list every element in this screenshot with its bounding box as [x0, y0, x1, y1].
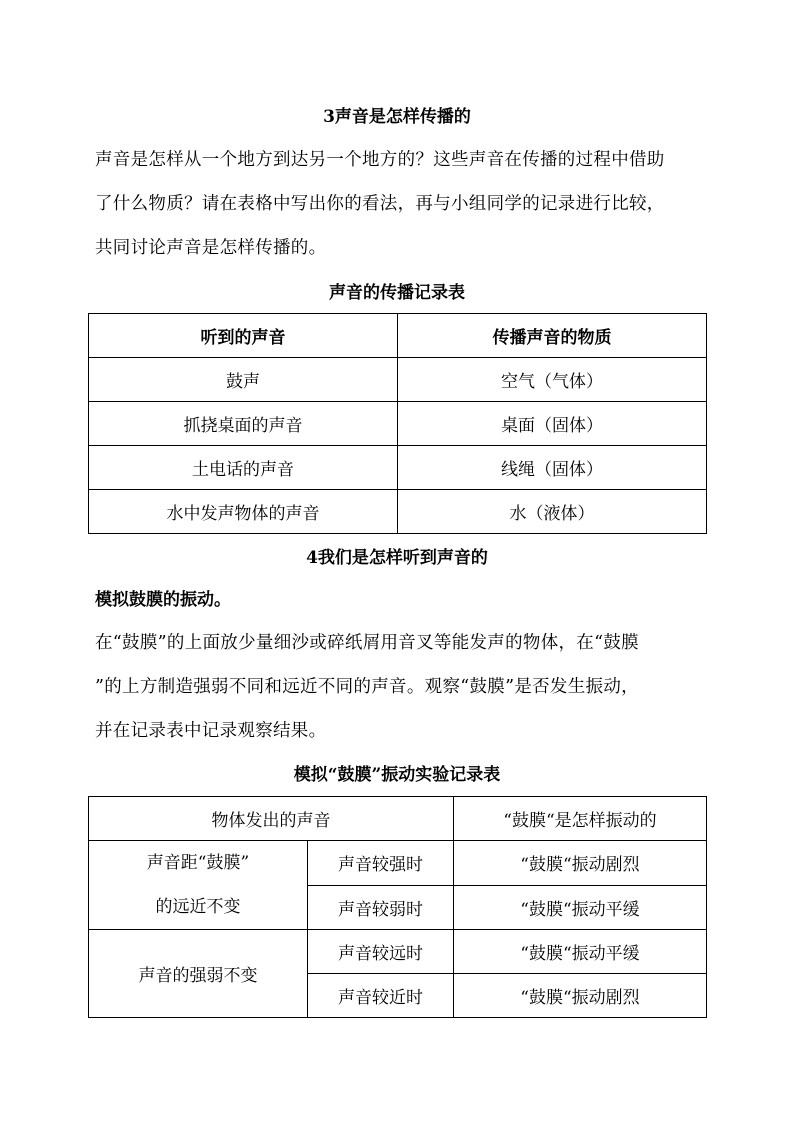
table-cell: 声音较远时 — [308, 930, 454, 974]
table-cell: “鼓膜“振动剧烈 — [454, 841, 707, 886]
eardrum-table-title: 模拟“鼓膜”振动实验记录表 — [293, 765, 501, 785]
paragraph-line: 声音是怎样从一个地方到达另一个地方的？这些声音在传播的过程中借助 — [95, 150, 665, 170]
table-cell: 鼓声 — [89, 358, 398, 402]
table-header-cell: 传播声音的物质 — [398, 314, 707, 358]
section-3-paragraph — [95, 138, 705, 270]
table-header-row — [89, 314, 707, 358]
table-cell: 空气（气体） — [398, 358, 707, 402]
table-header-cell: 物体发出的声音 — [89, 797, 454, 841]
table-cell: 声音较弱时 — [308, 885, 454, 930]
group-label-cell — [89, 841, 308, 930]
section-4-paragraph — [95, 621, 705, 753]
table-cell: 桌面（固体） — [398, 402, 707, 446]
section-4-subtitle: 模拟鼓膜的振动。 — [95, 590, 231, 610]
table-row — [89, 446, 707, 490]
group-label-line: 声音距“鼓膜” — [146, 853, 250, 873]
paragraph-line: 并在记录表中记录观察结果。 — [95, 721, 327, 741]
table-row — [89, 358, 707, 402]
paragraph-line: 了什么物质？请在表格中写出你的看法，再与小组同学的记录进行比较， — [95, 194, 665, 214]
section-4-title: 4我们是怎样听到声音的 — [306, 548, 488, 568]
group-label-line: 的远近不变 — [155, 897, 241, 917]
table-row — [89, 930, 707, 974]
propagation-record-table — [88, 313, 707, 534]
table-row — [89, 841, 707, 886]
table-cell: 水中发声物体的声音 — [89, 490, 398, 534]
table-cell: 线绳（固体） — [398, 446, 707, 490]
table-cell: “鼓膜“振动剧烈 — [454, 974, 707, 1018]
table-cell: 声音较强时 — [308, 841, 454, 886]
group-label-cell: 声音的强弱不变 — [89, 930, 308, 1018]
propagation-table-title: 声音的传播记录表 — [329, 283, 465, 303]
paragraph-line: ”的上方制造强弱不同和远近不同的声音。观察“鼓膜”是否发生振动， — [95, 677, 639, 697]
table-cell: 抓挠桌面的声音 — [89, 402, 398, 446]
table-header-cell: “鼓膜“是怎样振动的 — [454, 797, 707, 841]
table-row — [89, 402, 707, 446]
table-cell: “鼓膜“振动平缓 — [454, 885, 707, 930]
table-cell: 水（液体） — [398, 490, 707, 534]
table-cell: 声音较近时 — [308, 974, 454, 1018]
table-cell: “鼓膜“振动平缓 — [454, 930, 707, 974]
table-header-row — [89, 797, 707, 841]
table-header-cell: 听到的声音 — [89, 314, 398, 358]
table-row — [89, 490, 707, 534]
table-cell: 土电话的声音 — [89, 446, 398, 490]
section-3-title: 3声音是怎样传播的 — [323, 107, 471, 127]
paragraph-line: 在“鼓膜”的上面放少量细沙或碎纸屑用音叉等能发声的物体，在“鼓膜 — [95, 633, 639, 653]
eardrum-experiment-table — [88, 796, 707, 1018]
paragraph-line: 共同讨论声音是怎样传播的。 — [95, 238, 327, 258]
